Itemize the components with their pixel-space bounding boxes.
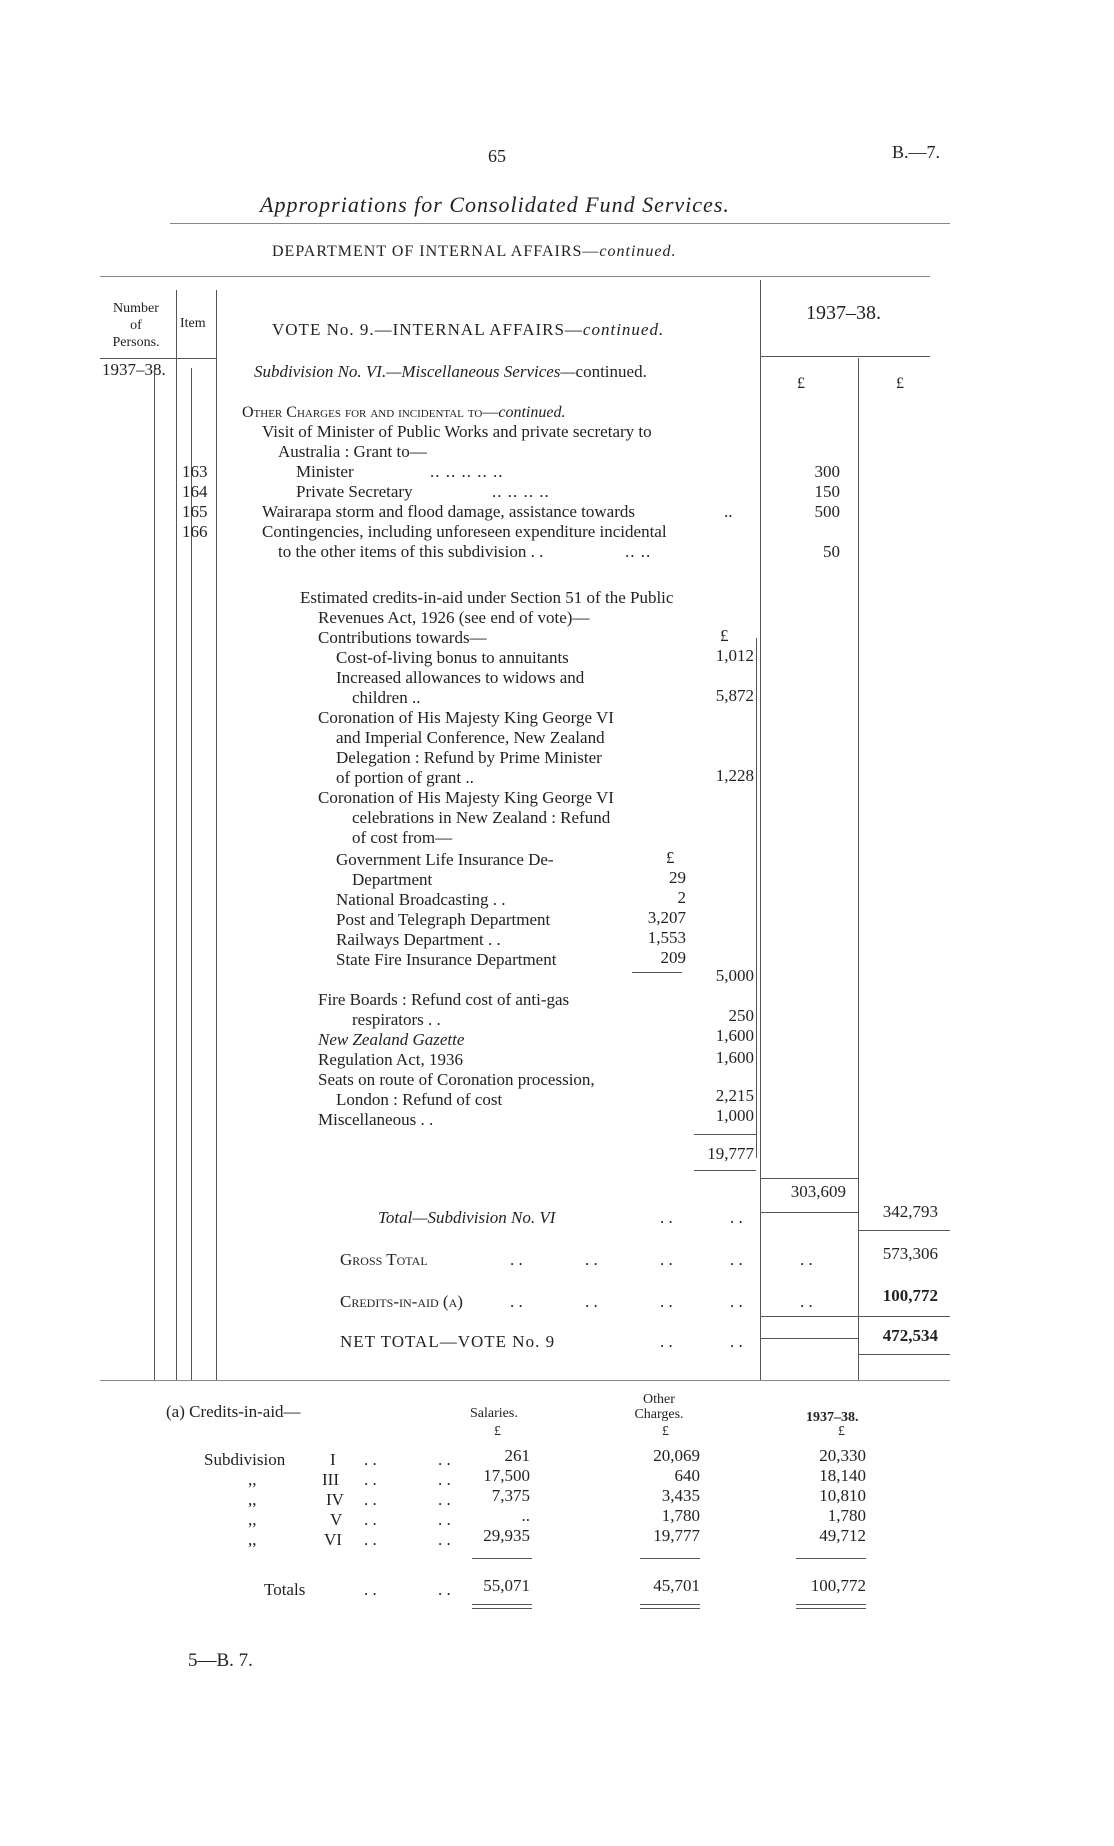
leader-dots: .. .. <box>625 542 652 561</box>
credit-amount: 250 <box>728 1006 754 1025</box>
other-charges-text: Other Charges for and incidental to— <box>242 404 499 421</box>
leader-dots: . . <box>730 1292 743 1311</box>
credit-line: Department <box>352 870 433 889</box>
footnote-salaries: 17,500 <box>483 1466 530 1485</box>
footnote-year: 49,712 <box>819 1526 866 1545</box>
leader-dots: . . <box>800 1292 813 1311</box>
footnote-col-year: 1937–38. <box>806 1410 859 1425</box>
leader-dots: . . <box>364 1530 377 1549</box>
leader-dots: . . <box>585 1292 598 1311</box>
footnote-other: 19,777 <box>653 1526 700 1545</box>
credit-line: London : Refund of cost <box>336 1090 503 1109</box>
credit-line: National Broadcasting . . <box>336 890 506 909</box>
leader-dots: . . <box>800 1250 813 1269</box>
department-continued: continued. <box>599 243 677 260</box>
credit-amount: 1,600 <box>715 1026 754 1045</box>
credit-line: Miscellaneous . . <box>318 1110 434 1129</box>
item-number: 164 <box>182 482 208 501</box>
footnote-totals-label: Totals <box>264 1580 306 1599</box>
leader-dots: . . <box>364 1470 377 1489</box>
other-charges-heading <box>242 404 565 422</box>
gross-total-label: Gross Total <box>340 1250 428 1269</box>
pound-sign: £ <box>662 1424 669 1439</box>
number-of-persons-header: Number of Persons. <box>112 301 160 350</box>
credit-line: celebrations in New Zealand : Refund <box>352 808 611 827</box>
credit-line: Government Life Insurance De- <box>336 850 554 869</box>
net-total: 472,534 <box>882 1326 938 1345</box>
credit-amount: 1,600 <box>715 1048 754 1067</box>
document-reference: B.—7. <box>892 142 941 162</box>
subdivision-continued: continued. <box>575 362 647 381</box>
leader-dots: . . <box>730 1332 743 1351</box>
item-number: 165 <box>182 502 208 521</box>
gross-total: 573,306 <box>882 1244 938 1263</box>
pound-sign: £ <box>720 626 729 645</box>
credits-intro: Estimated credits-in-aid under Section 51 of the Public <box>300 588 674 607</box>
footnote-salaries: 7,375 <box>491 1486 530 1505</box>
footnote-salaries: 29,935 <box>483 1526 530 1545</box>
footnote-total-year: 100,772 <box>810 1576 866 1595</box>
credit-sub-amount: 2 <box>677 888 686 907</box>
credit-line: of cost from— <box>352 828 453 847</box>
item-line: Private Secretary <box>296 482 413 501</box>
footnote-title: (a) Credits-in-aid— <box>166 1402 301 1421</box>
credit-amount: 1,000 <box>715 1106 754 1125</box>
credit-line: Delegation : Refund by Prime Minister <box>336 748 602 767</box>
leader-dots: . . <box>660 1292 673 1311</box>
credit-sub-amount: 1,553 <box>647 928 686 947</box>
credit-amount: 5,872 <box>715 686 754 705</box>
subdivision-total-label: Total—Subdivision No. VI <box>378 1208 556 1227</box>
leader-dots: . . <box>660 1250 673 1269</box>
credit-sub-amount: 3,207 <box>647 908 686 927</box>
footnote-row-roman: I <box>330 1450 336 1469</box>
leader-dots: . . <box>660 1332 673 1351</box>
item-line: Visit of Minister of Public Works and private secretary to <box>262 422 652 441</box>
leader-dots: . . <box>438 1470 451 1489</box>
footnote-other: 1,780 <box>661 1506 700 1525</box>
footnote-total-other: 45,701 <box>653 1576 700 1595</box>
footnote-total-salaries: 55,071 <box>483 1576 530 1595</box>
leader-dots: . . <box>585 1250 598 1269</box>
footnote-row-roman: IV <box>326 1490 344 1509</box>
credit-line: Post and Telegraph Department <box>336 910 551 929</box>
year-row-label: 1937–38. <box>102 360 166 379</box>
leader-dots: . . <box>438 1450 451 1469</box>
leader-dots: .. .. .. .. .. <box>430 462 504 481</box>
department-heading <box>272 243 677 261</box>
credits-total: 19,777 <box>707 1144 754 1163</box>
footnote-row-roman: III <box>322 1470 339 1489</box>
item-line: to the other items of this subdivision . . <box>278 542 544 561</box>
footnote-row-label: ,, <box>248 1510 257 1529</box>
leader-dots: .. <box>724 502 733 521</box>
footnote-year: 10,810 <box>819 1486 866 1505</box>
item-amount: 300 <box>814 462 840 481</box>
credit-line: Seats on route of Coronation procession, <box>318 1070 595 1089</box>
subdivision-heading <box>254 362 647 382</box>
footnote-year: 1,780 <box>827 1506 866 1525</box>
credit-line: of portion of grant .. <box>336 768 474 787</box>
credit-line: children .. <box>352 688 421 707</box>
leader-dots: . . <box>660 1208 673 1227</box>
footnote-row-label: ,, <box>248 1490 257 1509</box>
vote-title-continued: continued. <box>582 320 665 339</box>
signature-mark: 5—B. 7. <box>188 1650 253 1671</box>
credit-amount: 2,215 <box>715 1086 754 1105</box>
footnote-other: 640 <box>674 1466 700 1485</box>
credits-intro: Revenues Act, 1926 (see end of vote)— <box>318 608 590 627</box>
credit-line: Increased allowances to widows and <box>336 668 585 687</box>
footnote-col-salaries: Salaries. <box>470 1406 518 1421</box>
credit-line: and Imperial Conference, New Zealand <box>336 728 605 747</box>
credit-line: respirators . . <box>352 1010 441 1029</box>
item-number: 163 <box>182 462 208 481</box>
footnote-row-label: ,, <box>248 1530 257 1549</box>
credits-in-aid-label: Credits-in-aid (a) <box>340 1292 463 1311</box>
department-name: DEPARTMENT OF INTERNAL AFFAIRS— <box>272 243 600 260</box>
leader-dots: . . <box>364 1490 377 1509</box>
item-line: Contingencies, including unforeseen expenditure incidental <box>262 522 667 541</box>
pound-sign: £ <box>666 848 675 867</box>
footnote-other: 3,435 <box>661 1486 700 1505</box>
year-header: 1937–38. <box>806 302 881 324</box>
vote-title <box>272 320 664 340</box>
pound-sign: £ <box>838 1424 845 1439</box>
credit-line: State Fire Insurance Department <box>336 950 557 969</box>
credit-amount: 5,000 <box>715 966 754 985</box>
item-amount: 50 <box>823 542 840 561</box>
running-total: 303,609 <box>790 1182 846 1201</box>
item-amount: 150 <box>814 482 840 501</box>
credit-sub-amount: 29 <box>669 868 686 887</box>
leader-dots: . . <box>364 1510 377 1529</box>
footnote-row-label: ,, <box>248 1470 257 1489</box>
leader-dots: . . <box>730 1250 743 1269</box>
footnote-salaries: 261 <box>504 1446 530 1465</box>
footnote-row-roman: V <box>330 1510 343 1529</box>
leader-dots: . . <box>438 1580 451 1599</box>
page-number: 65 <box>488 146 506 166</box>
footnote-salaries: .. <box>521 1506 530 1525</box>
pound-sign-col2: £ <box>896 375 904 392</box>
leader-dots: . . <box>364 1450 377 1469</box>
credit-line: Coronation of His Majesty King George VI <box>318 788 614 807</box>
leader-dots: . . <box>438 1510 451 1529</box>
credit-sub-amount: 209 <box>660 948 686 967</box>
item-line: Australia : Grant to— <box>278 442 427 461</box>
credit-line: Regulation Act, 1936 <box>318 1050 463 1069</box>
contributions-heading: Contributions towards— <box>318 628 487 647</box>
credit-amount: 1,228 <box>715 766 754 785</box>
footnote-row-label: Subdivision <box>204 1450 286 1469</box>
leader-dots: .. .. .. .. <box>492 482 550 501</box>
item-amount: 500 <box>814 502 840 521</box>
vote-title-text: VOTE No. 9.—INTERNAL AFFAIRS— <box>272 320 583 339</box>
leader-dots: . . <box>438 1530 451 1549</box>
credit-line: New Zealand Gazette <box>318 1030 465 1049</box>
item-line: Wairarapa storm and flood damage, assistance towards <box>262 502 635 521</box>
credit-amount: 1,012 <box>715 646 754 665</box>
credit-line: Cost-of-living bonus to annuitants <box>336 648 569 667</box>
page-title: Appropriations for Consolidated Fund Services. <box>260 192 730 217</box>
subdivision-total: 342,793 <box>882 1202 938 1221</box>
pound-sign-col1: £ <box>797 375 805 392</box>
item-header: Item <box>180 316 206 331</box>
subdivision-text: Subdivision No. VI.—Miscellaneous Services— <box>254 362 576 381</box>
credits-in-aid-total: 100,772 <box>882 1286 938 1305</box>
leader-dots: . . <box>510 1250 523 1269</box>
footnote-col-other: Other Charges. <box>634 1392 684 1422</box>
footnote-row-roman: VI <box>324 1530 342 1549</box>
credit-line: Coronation of His Majesty King George VI <box>318 708 614 727</box>
net-total-label: NET TOTAL—VOTE No. 9 <box>340 1332 556 1351</box>
other-charges-continued: continued. <box>498 404 566 421</box>
leader-dots: . . <box>730 1208 743 1227</box>
pound-sign: £ <box>494 1424 501 1439</box>
footnote-other: 20,069 <box>653 1446 700 1465</box>
footnote-year: 20,330 <box>819 1446 866 1465</box>
leader-dots: . . <box>510 1292 523 1311</box>
item-number: 166 <box>182 522 208 541</box>
leader-dots: . . <box>438 1490 451 1509</box>
credit-line: Fire Boards : Refund cost of anti-gas <box>318 990 570 1009</box>
leader-dots: . . <box>364 1580 377 1599</box>
item-line: Minister <box>296 462 354 481</box>
credit-line: Railways Department . . <box>336 930 501 949</box>
footnote-year: 18,140 <box>819 1466 866 1485</box>
